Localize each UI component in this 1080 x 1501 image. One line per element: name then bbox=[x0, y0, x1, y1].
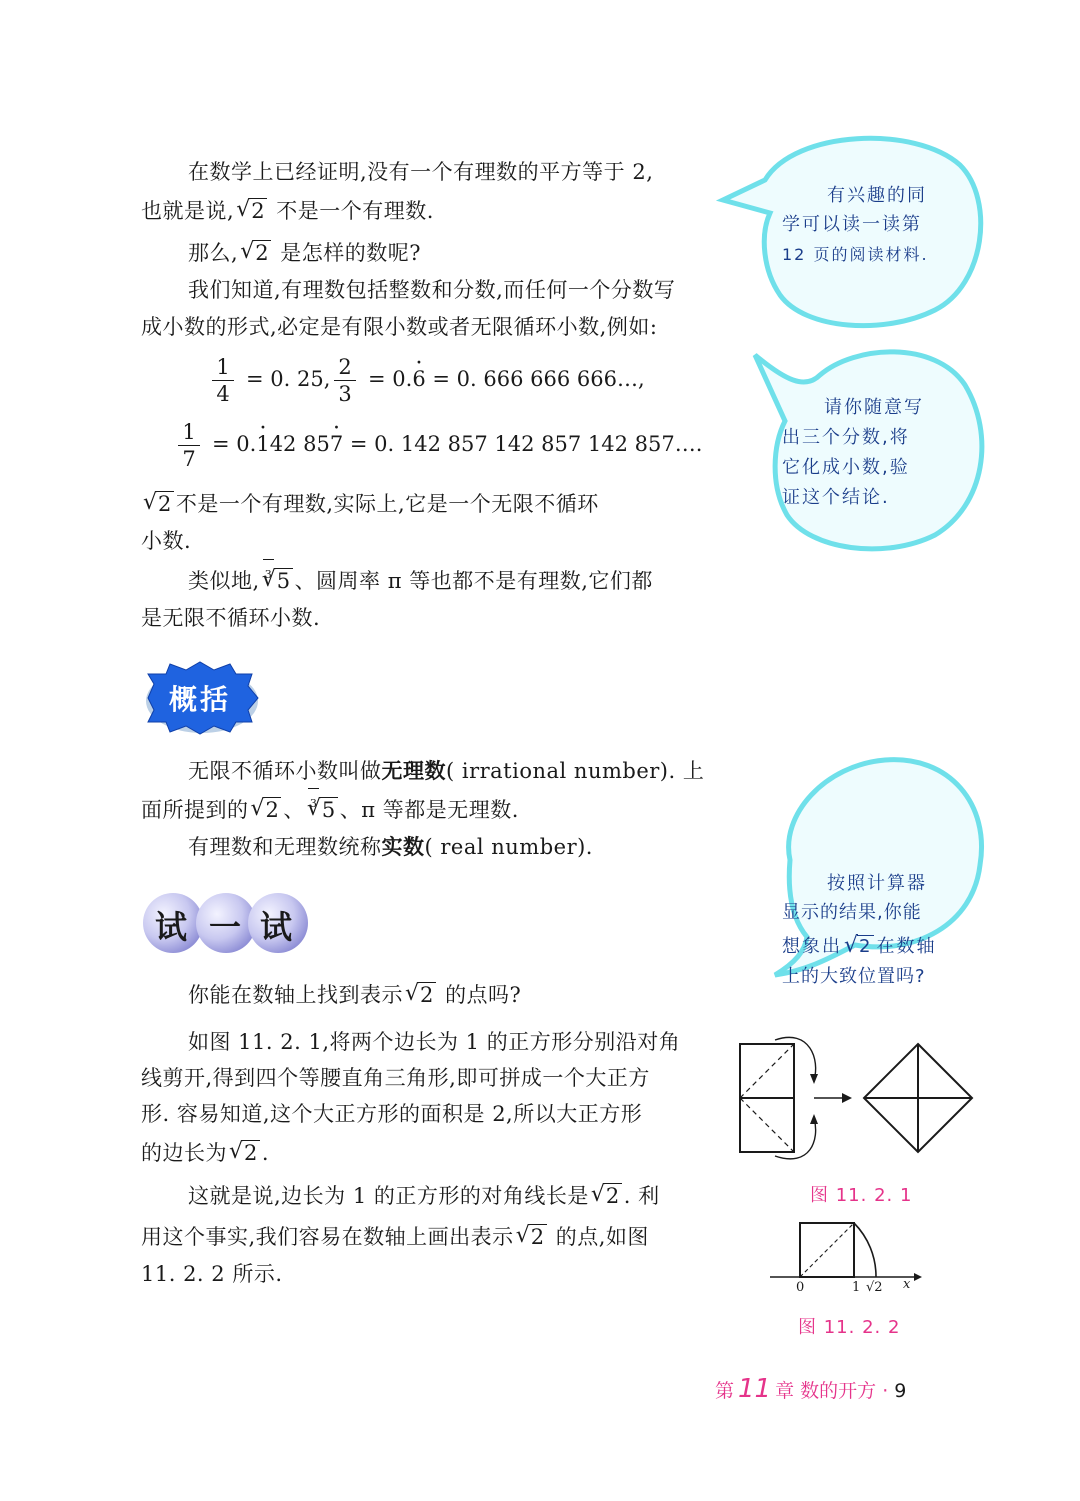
def1-line1: 无限不循环小数叫做无理数( irrational number). 上 bbox=[188, 759, 705, 783]
bubble-1-line-2: 学可以读一读第 bbox=[782, 214, 922, 235]
summary-badge bbox=[138, 660, 262, 738]
summary-badge-label: 概括 bbox=[168, 683, 231, 716]
para2: 那么,√ 2 是怎样的数呢? bbox=[188, 238, 421, 268]
eq1-value2: = 0.6 · = 0. 666 666 666…, bbox=[368, 367, 645, 391]
def1-line2: 面所提到的√ 2 、 √ 3 5 、π 等都是无理数. bbox=[141, 795, 519, 825]
page-number: 9 bbox=[894, 1380, 907, 1402]
eq1-value1: = 0. 25, bbox=[246, 367, 331, 391]
footer-prefix: 第 bbox=[715, 1380, 735, 1402]
try-badge bbox=[140, 890, 310, 956]
para7-line3: 11. 2. 2 所示. bbox=[141, 1262, 283, 1286]
try-badge-char-3: 试 bbox=[260, 908, 293, 946]
para7-line2: 用这个事实,我们容易在数轴上画出表示√ 2 的点,如图 bbox=[141, 1222, 649, 1252]
try-badge-char-1: 试 bbox=[155, 908, 188, 946]
fig2-label-sqrt2: √2 bbox=[866, 1280, 883, 1295]
bubble-2-line-2: 出三个分数,将 bbox=[782, 427, 910, 448]
fraction-2-3: $\frac{2}{3}$ bbox=[334, 354, 356, 407]
bubble-3-line-3: 想象出√ 2 在数轴 bbox=[782, 932, 936, 962]
para6-line4: 的边长为√ 2 . bbox=[141, 1138, 269, 1168]
eq2-value: = 0.1 ·42 857 · = 0. 142 857 142 857 142 857…. bbox=[212, 432, 702, 456]
para6-line2: 线剪开,得到四个等腰直角三角形,即可拼成一个大正方 bbox=[141, 1066, 650, 1090]
para7-line1: 这就是说,边长为 1 的正方形的对角线长是√ 2 . 利 bbox=[188, 1181, 660, 1211]
bubble-2-line-3: 它化成小数,验 bbox=[782, 457, 910, 478]
para6-line1: 如图 11. 2. 1,将两个边长为 1 的正方形分别沿对角 bbox=[188, 1030, 681, 1054]
try-question: 你能在数轴上找到表示√ 2 的点吗? bbox=[188, 980, 521, 1010]
bubble-3-line-1: 按照计算器 bbox=[827, 873, 927, 894]
fig2-label-x: x bbox=[903, 1277, 911, 1292]
fraction-1-4: $\frac{1}{4}$ bbox=[212, 354, 234, 407]
para1-line1: 在数学上已经证明,没有一个有理数的平方等于 2, bbox=[188, 160, 654, 184]
bubble-2-line-4: 证这个结论. bbox=[782, 487, 890, 508]
page-footer bbox=[715, 1374, 906, 1404]
para6-line3: 形. 容易知道,这个大正方形的面积是 2,所以大正方形 bbox=[141, 1102, 643, 1126]
para4-line2: 小数. bbox=[141, 529, 192, 553]
fig2-label-1: 1 bbox=[852, 1280, 861, 1295]
figure-11-2-1-caption: 图 11. 2. 1 bbox=[810, 1185, 913, 1206]
bubble-3-line-2: 显示的结果,你能 bbox=[782, 902, 922, 923]
fraction-1-7: $\frac{1}{7}$ bbox=[178, 419, 200, 472]
figure-11-2-2-caption: 图 11. 2. 2 bbox=[798, 1317, 901, 1338]
para5-line1: 类似地, √ 3 5 、圆周率 π 等也都不是有理数,它们都 bbox=[188, 566, 653, 596]
try-badge-char-2: 一 bbox=[209, 908, 242, 946]
para4-line1: √ 2 不是一个有理数,实际上,它是一个无限不循环 bbox=[141, 489, 599, 519]
chapter-title: 章 数的开方 · bbox=[775, 1380, 889, 1402]
chapter-number: 11 bbox=[738, 1374, 772, 1404]
fig2-label-0: 0 bbox=[796, 1280, 805, 1295]
bubble-1-line-1: 有兴趣的同 bbox=[827, 185, 927, 206]
figure-11-2-1 bbox=[730, 1030, 980, 1170]
def2: 有理数和无理数统称实数( real number). bbox=[188, 835, 593, 859]
para1-line2: 也就是说,√ 2 不是一个有理数. bbox=[141, 196, 434, 226]
bubble-2-line-1: 请你随意写 bbox=[824, 397, 924, 418]
para3-line2: 成小数的形式,必定是有限小数或者无限循环小数,例如: bbox=[141, 315, 658, 339]
para3-line1: 我们知道,有理数包括整数和分数,而任何一个分数写 bbox=[188, 278, 676, 302]
bubble-1-line-3: 12 页的阅读材料. bbox=[782, 245, 929, 264]
bubble-3-line-4: 上的大致位置吗? bbox=[782, 966, 926, 987]
para5-line2: 是无限不循环小数. bbox=[141, 606, 321, 630]
